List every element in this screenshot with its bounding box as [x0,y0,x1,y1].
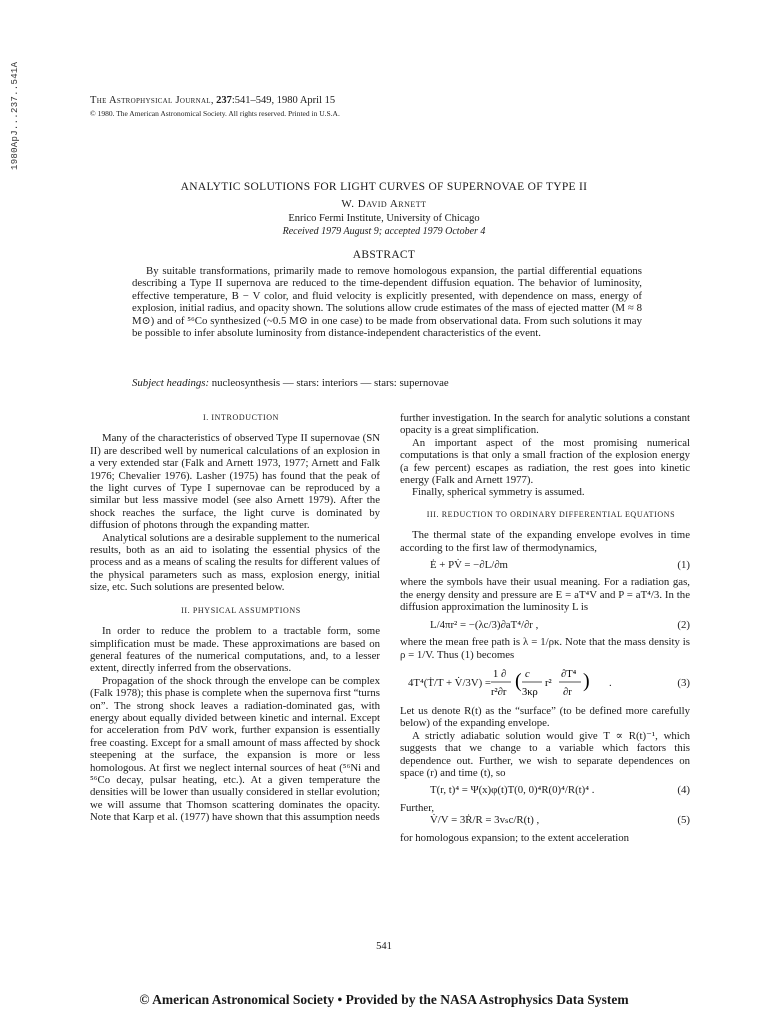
equation-3-number: (3) [677,676,690,689]
section-heading-reduction: III. REDUCTION TO ORDINARY DIFFERENTIAL EQUATIONS [426,509,676,519]
equation-4-body: T(r, t)⁴ = Ψ(x)φ(t)T(0, 0)⁴R(0)⁴/R(t)⁴ . [430,784,595,797]
received-dates: Received 1979 August 9; accepted 1979 October 4 [282,226,486,237]
equation-2-number: (2) [677,618,690,631]
paragraph: where the mean free path is λ = 1/ρκ. Note that the mass density is ρ = 1/V. Thus (1) becomes [400,636,690,661]
section-heading-physical-assumptions: II. PHYSICAL ASSUMPTIONS [181,605,301,615]
margin-bibcode: 1980ApJ...237..541A [10,61,20,170]
ads-footer: © American Astronomical Society • Provided by the NASA Astrophysics Data System [139,992,629,1007]
equation-5-number: (5) [677,814,690,827]
right-column [400,412,690,844]
paragraph: Let us denote R(t) as the “surface” (to be defined more carefully below) of the expanding envelope. [400,704,690,730]
equation-3-trailing: . [609,676,612,689]
equation-3 [400,665,690,701]
equation-2 [400,619,690,631]
paragraph: A strictly adiabatic solution would give T ∝ R(t)⁻¹, which suggests that we change to a variable which factors this dependence out. Further, we wish to separate dependences on space (r) and time (t), so [400,729,690,779]
svg-text:∂T⁴: ∂T⁴ [561,668,577,680]
paragraph: Many of the characteristics of observed Type II supernovae (SN II) are described well by numerical calculations of an explosion in a very extended star (Falk and Arnett 1973, 1977; Arnett and Falk 1976; Chevalier 1976). Lasher (1975) has found that the peak of the light curves of Type I supernovae can be reproduced by a similar but less massive model (see also Arnett 1979). After the shock reaches the surface, the light curve is dominated by diffusion of photons through the expanding matter. [90,432,380,532]
svg-text:3κρ: 3κρ [522,686,538,698]
paragraph: Finally, spherical symmetry is assumed. [412,486,585,499]
equation-4-number: (4) [677,784,690,797]
equation-5-body: V̇/V = 3Ṙ/R = 3vₛc/R(t) , [430,814,540,827]
author: W. David Arnett [341,198,427,210]
journal-citation-tail: :541–549, 1980 April 15 [231,95,336,106]
paragraph: Further, [400,801,435,814]
paragraph: where the symbols have their usual meaning. For a radiation gas, the energy density and pressure are E = aT⁴V and P = aT⁴/3. In the diffusion approximation the luminosity L is [400,576,690,614]
section-heading-introduction: I. INTRODUCTION [202,413,280,422]
subject-headings [132,377,642,389]
subject-headings-label: Subject headings: [132,377,210,389]
equation-2-body: L/4πr² = −(λc/3)∂aT⁴/∂r , [430,618,539,631]
equation-1-number: (1) [677,559,690,572]
equation-3-fraction [491,665,609,701]
paragraph: In order to reduce the problem to a tractable form, some simplification must be made. These approximations are based on general features of the numerical computations, and, to a lesser extent, directly inferred from the observations. [90,625,380,675]
abstract-body: By suitable transformations, primarily made to remove homologous expansion, the partial differential equations describing a Type II supernova are reduced to the time-dependent diffusion equation. The behavior of luminosity, effective temperature, B − V color, and fluid velocity is explicitly presented, with dependence on mass, energy of explosion, initial radius, and opacity shown. The solutions allow crude estimates of the mass of ejected matter (M ≈ 8 M⊙) and of ⁵⁶Co synthesized (~0.5 M⊙ in one case) to be made from observational data. From such solutions it may be possible to infer absolute luminosity from distance-independent characteristics of the event. [132,265,642,340]
svg-text:1: 1 [493,668,499,680]
equation-4 [400,784,690,796]
abstract-heading: ABSTRACT [352,249,416,261]
svg-text:r²: r² [545,677,552,689]
subject-headings-terms: nucleosynthesis — stars: interiors — stars: supernovae [209,377,449,389]
copyright-line: © 1980. The American Astronomical Society. All rights reserved. Printed in U.S.A. [90,109,340,118]
equation-5 [400,814,690,826]
svg-text:∂r: ∂r [563,686,572,698]
svg-text:(: ( [515,669,522,692]
left-column [90,412,380,824]
equation-3-body [408,665,612,701]
equation-3-lhs: 4T⁴(Ṫ/T + V̇/3V) = [408,676,492,689]
journal-name: The Astrophysical Journal [90,95,211,106]
affiliation: Enrico Fermi Institute, University of Chicago [288,213,480,224]
journal-citation: The Astrophysical Journal, 237:541–549, 1980 April 15 [90,95,336,106]
paragraph: for homologous expansion; to the extent acceleration [400,831,630,844]
paragraph: Analytical solutions are a desirable supplement to the numerical results, both as an aid to isolating the essential physics of the process and as a means of scaling the results for different values of the physical parameters such as mass, explosion energy, initial size, etc. Such solutions are presented below. [90,531,380,594]
svg-text:): ) [583,669,590,692]
page-number: 541 [376,941,392,952]
svg-text:∂: ∂ [501,668,507,680]
svg-text:r²∂r: r²∂r [491,686,507,698]
paragraph: Propagation of the shock through the envelope can be complex (Falk 1978); this phase is complete when the supernova first “turns on”. The strong shock leaves a radiation-dominated gas, with energy about equally divided between kinetic and internal. Except for acceleration from PdV work, further expansion is essentially free coasting. Except for a small amount of mass affected by shock steepening at the surface, the expansion is more or less homologous. At first we neglect internal sources of heat (⁵⁶Ni and ⁵⁶Co decay, pulsar heating, etc.). At a given temperature the densities will be lower than usually considered in stellar evolution; we will assume that Thomson scattering dominates the opacity. Note that Karp et al. (1977) have shown that this assumption needs [90,674,380,824]
paragraph: The thermal state of the expanding envelope evolves in time according to the first law of thermodynamics, [400,529,690,554]
equation-1-body: Ė + PV̇ = −∂L/∂m [430,559,508,572]
journal-volume: 237 [216,95,232,106]
equation-1 [400,559,690,571]
paragraph: further investigation. In the search for analytic solutions a constant opacity is a great simplification. [400,412,690,437]
svg-text:c: c [525,668,530,680]
paper-title: ANALYTIC SOLUTIONS FOR LIGHT CURVES OF SUPERNOVAE OF TYPE II [180,181,588,193]
paragraph: An important aspect of the most promising numerical computations is that only a small fraction of the explosion energy (a few percent) escapes as radiation, the rest goes into kinetic energy (Falk and Arnett 1977). [400,436,690,487]
